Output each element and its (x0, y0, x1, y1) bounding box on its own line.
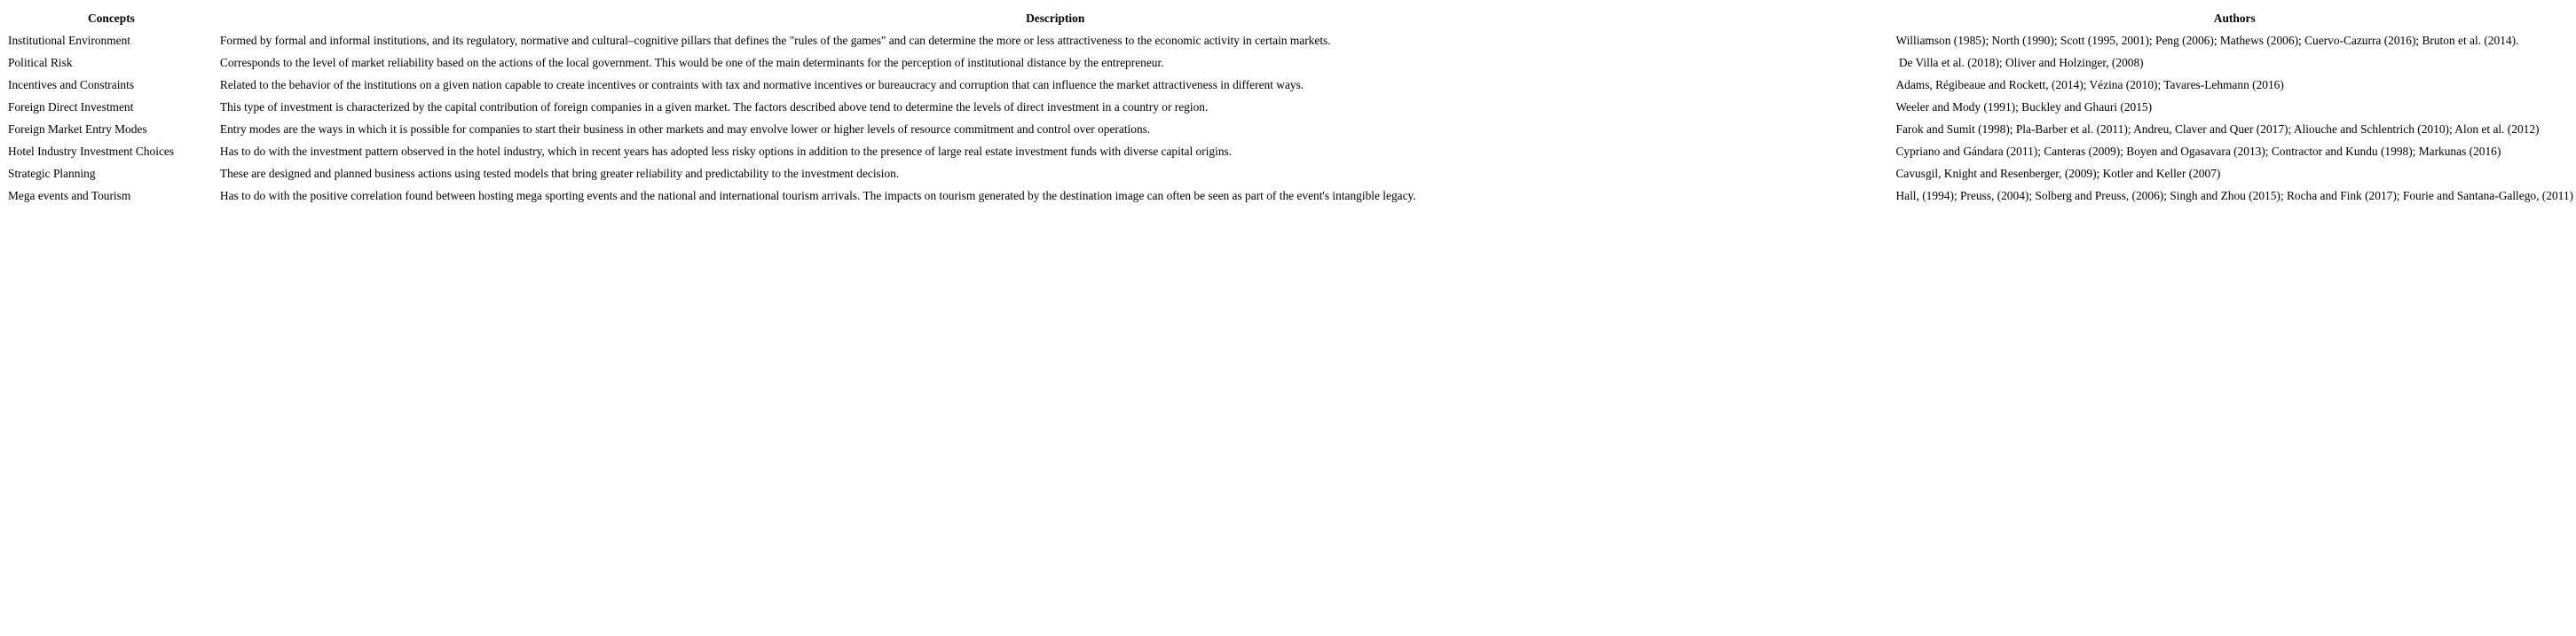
description-cell: Entry modes are the ways in which it is possible for companies to start their business in other markets and may envolve lower or higher levels of resource commitment and control over operations. (219, 122, 1151, 136)
table-row (5, 29, 2576, 51)
concept-cell: Foreign Direct Investment (8, 100, 134, 114)
header-authors: Authors (2213, 12, 2256, 25)
concept-cell: Hotel Industry Investment Choices (8, 145, 175, 158)
description-cell: Has to do with the positive correlation found between hosting mega sporting events and the national and international tourism arrivals. The impacts on tourism generated by the destination image can often be seen as part of the event's intangible legacy. (219, 189, 1416, 202)
concept-cell: Strategic Planning (8, 167, 96, 180)
authors-cell: Williamson (1985); North (1990); Scott (1995, 2001); Peng (2006); Mathews (2006); Cuervo-Cazurra (2016); Bruton et al. (2014). (1895, 34, 2519, 47)
header-row (5, 7, 2576, 29)
table-row (5, 140, 2576, 162)
table-row (5, 96, 2576, 118)
concept-cell: Institutional Environment (8, 34, 130, 47)
header-concepts: Concepts (88, 12, 135, 25)
table-row (5, 51, 2576, 74)
description-cell: This type of investment is characterized by the capital contribution of foreign companies in a given market. The factors described above tend to determine the levels of direct investment in a country or region. (219, 100, 1209, 114)
header-description: Description (1026, 12, 1085, 25)
concepts-table (5, 7, 2576, 207)
table-header (5, 7, 2576, 29)
description-cell: These are designed and planned business actions using tested models that bring greater reliability and predictability to the investment decision. (219, 167, 900, 180)
concept-cell: Incentives and Constraints (8, 78, 135, 91)
description-cell: Related to the behavior of the institutions on a given nation capable to create incentives or contraints with tax and normative incentives or bureaucracy and corruption that can influence the market attractiveness in different ways. (219, 78, 1304, 91)
table-body (5, 29, 2576, 207)
authors-cell: Hall, (1994); Preuss, (2004); Solberg and Preuss, (2006); Singh and Zhou (2015); Rocha and Fink (2017); Fourie and Santana-Gallego, (2011) (1895, 189, 2573, 202)
authors-cell: Adams, Régibeaue and Rockett, (2014); Vézina (2010); Tavares-Lehmann (2016) (1895, 78, 2284, 91)
concept-cell: Political Risk (8, 56, 73, 69)
table-row (5, 118, 2576, 140)
authors-cell: Weeler and Mody (1991); Buckley and Ghauri (2015) (1895, 100, 2153, 114)
concept-cell: Foreign Market Entry Modes (8, 122, 147, 136)
table-row (5, 185, 2576, 207)
concept-cell: Mega events and Tourism (8, 189, 131, 202)
authors-cell: Cavusgil, Knight and Resenberger, (2009); Kotler and Keller (2007) (1895, 167, 2221, 180)
description-cell: Corresponds to the level of market reliability based on the actions of the local government. This would be one of the main determinants for the perception of institutional distance by the entrepreneur. (219, 56, 1164, 69)
description-cell: Has to do with the investment pattern observed in the hotel industry, which in recent years has adopted less risky options in addition to the presence of large real estate investment funds with diverse capital origins. (219, 145, 1233, 158)
authors-cell: Farok and Sumit (1998); Pla-Barber et al. (2011); Andreu, Claver and Quer (2017); Aliouche and Schlentrich (2010); Alon et al. (2012) (1895, 122, 2540, 136)
table-row (5, 74, 2576, 96)
table-row (5, 162, 2576, 185)
description-cell: Formed by formal and informal institutions, and its regulatory, normative and cultural–cognitive pillars that defines the "rules of the games" and can determine the more or less attractiveness to the economic activity in certain markets. (219, 34, 1331, 47)
authors-cell: Cypriano and Gándara (2011); Canteras (2009); Boyen and Ogasavara (2013); Contractor and Kundu (1998); Markunas (2016) (1895, 145, 2501, 158)
authors-cell: De Villa et al. (2018); Oliver and Holzinger, (2008) (1895, 56, 2144, 69)
